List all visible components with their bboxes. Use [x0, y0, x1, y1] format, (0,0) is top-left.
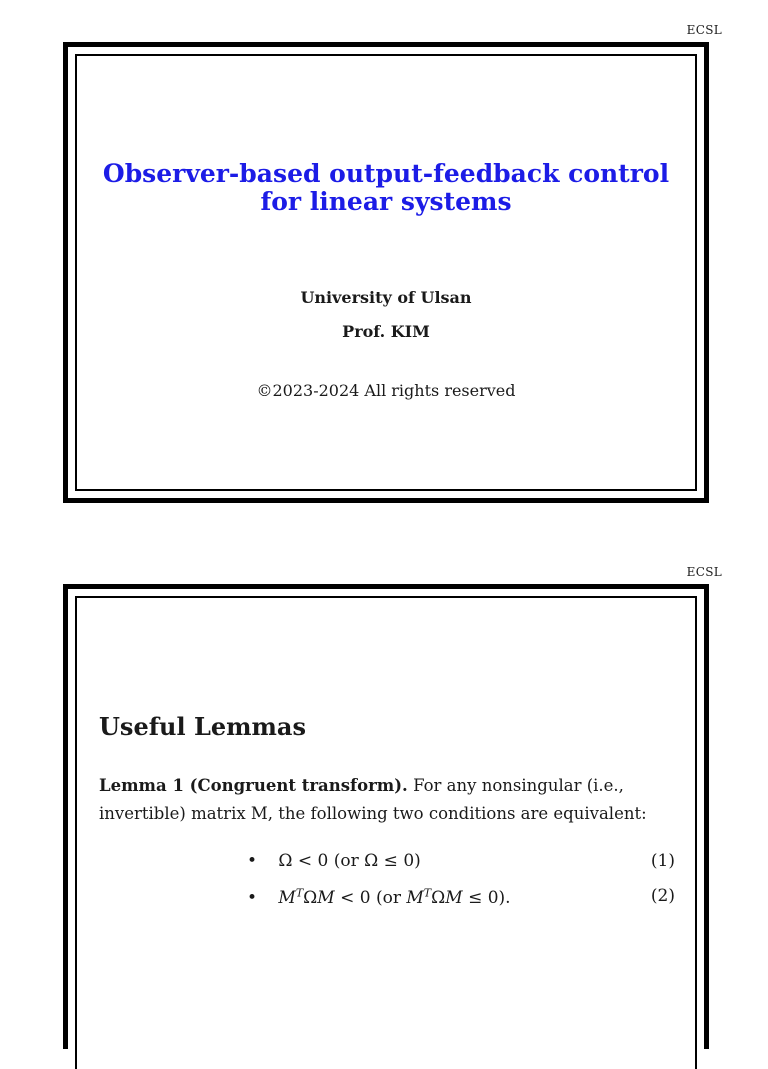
equation-2-expr: $M^T\Omega M < 0$ (or $M^T\Omega M \le 0$).: [278, 886, 511, 908]
equation-1-number: (1): [650, 851, 675, 871]
lemma-text: For any nonsingular (i.e., invertible) matrix M, the following two conditions are equivalent:: [99, 776, 647, 823]
professor: Prof. KIM: [342, 322, 430, 341]
slide-2-header: ECSL: [686, 565, 722, 579]
slide-2: [63, 584, 709, 1049]
equation-1: [247, 851, 675, 871]
university: University of Ulsan: [300, 288, 472, 307]
equation-2-number: (2): [650, 886, 675, 906]
bullet-icon: •: [247, 851, 258, 871]
slide-1-header: ECSL: [686, 23, 722, 37]
equation-2: [247, 886, 675, 908]
equation-1-expr: Ω < 0 (or Ω ≤ 0): [278, 851, 421, 871]
copyright: ©2023-2024 All rights reserved: [256, 381, 516, 400]
section-title: Useful Lemmas: [99, 712, 306, 741]
slide-2-frame: [75, 596, 697, 1069]
slide-1: [63, 42, 709, 503]
title-line-1: Observer-based output-feedback control: [102, 159, 670, 188]
slide-title: [77, 160, 695, 216]
slide-1-frame: [75, 54, 697, 491]
title-line-2: for linear systems: [260, 187, 512, 216]
lemma-label: Lemma 1 (Congruent transform).: [99, 776, 408, 795]
lemma-1: [99, 772, 675, 828]
bullet-icon: •: [247, 887, 258, 908]
